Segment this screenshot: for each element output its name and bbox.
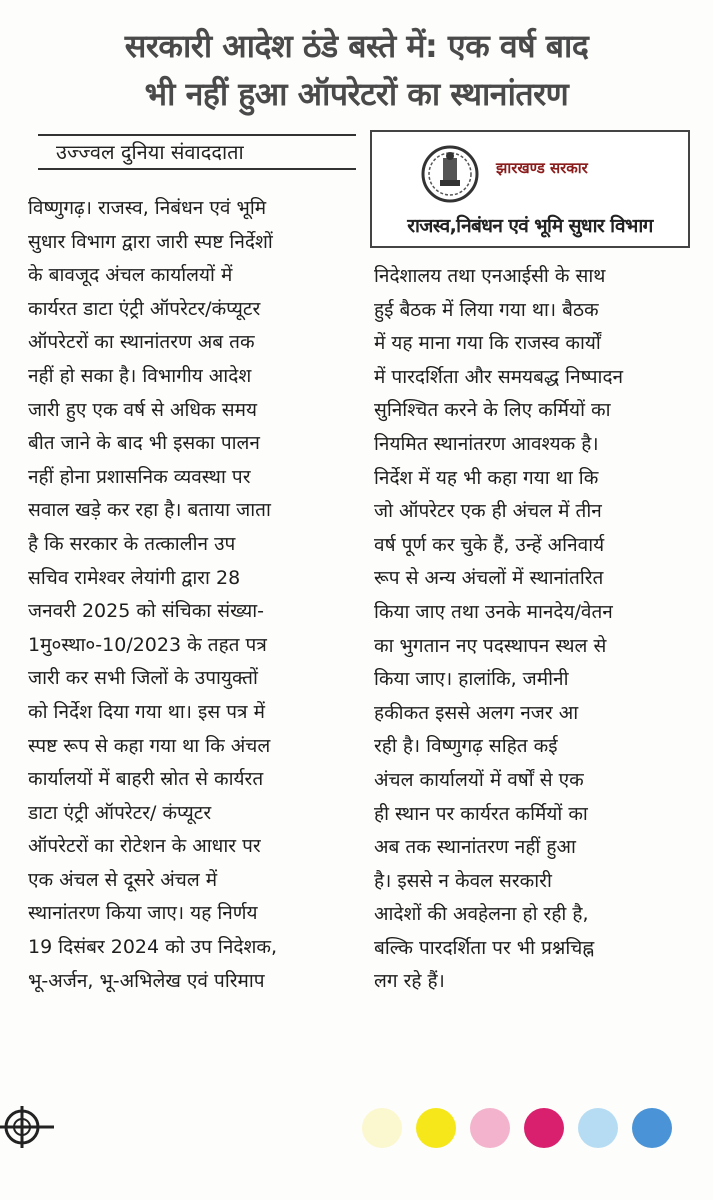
registration-mark-icon xyxy=(0,1100,54,1154)
headline xyxy=(10,22,703,118)
article-line: निदेशालय तथा एनआईसी के साथ xyxy=(374,265,606,287)
article-line: अंचल कार्यालयों में वर्षों से एक xyxy=(374,768,584,791)
article-line: किया जाए तथा उनके मानदेय/वेतन xyxy=(374,600,613,623)
article-line: हुई बैठक में लिया गया था। बैठक xyxy=(374,298,599,321)
article-line: रही है। विष्णुगढ़ सहित कई xyxy=(374,735,558,758)
article-line: भू-अर्जन, भू-अभिलेख एवं परिमाप xyxy=(28,969,265,992)
article-line: है। इससे न केवल सरकारी xyxy=(374,869,552,892)
article-right-column xyxy=(374,260,692,999)
color-swatch xyxy=(578,1108,618,1148)
article-line: लग रहे हैं। xyxy=(374,970,445,993)
article-line: निर्देश में यह भी कहा गया था कि xyxy=(374,466,599,489)
article-line: वर्ष पूर्ण कर चुके हैं, उन्हें अनिवार्य xyxy=(374,533,605,556)
article-line: स्थानांतरण किया जाए। यह निर्णय xyxy=(28,902,258,925)
article-line: स्पष्ट रूप से कहा गया था कि अंचल xyxy=(28,734,271,757)
article-line: हकीकत इससे अलग नजर आ xyxy=(374,701,579,724)
article-line: सवाल खड़े कर रहा है। बताया जाता xyxy=(28,499,271,522)
department-logo-box xyxy=(370,130,690,248)
article-line: अब तक स्थानांतरण नहीं हुआ xyxy=(374,836,576,859)
article-line: नहीं होना प्रशासनिक व्यवस्था पर xyxy=(28,465,251,488)
article-line: जनवरी 2025 को संचिका संख्या- xyxy=(28,600,265,623)
article-line: कार्यरत डाटा एंट्री ऑपरेटर/कंप्यूटर xyxy=(28,297,261,320)
color-swatch xyxy=(470,1108,510,1148)
article-line: है कि सरकार के तत्कालीन उप xyxy=(28,532,236,555)
article-line: सचिव रामेश्वर लेयांगी द्वारा 28 xyxy=(28,566,241,589)
article-left-column xyxy=(28,192,348,998)
article-line: का भुगतान नए पदस्थापन स्थल से xyxy=(374,634,607,657)
article-line: नहीं हो सका है। विभागीय आदेश xyxy=(28,364,252,387)
article-line: जो ऑपरेटर एक ही अंचल में तीन xyxy=(374,500,602,523)
article-line: ऑपरेटरों का रोटेशन के आधार पर xyxy=(28,835,261,858)
color-swatch xyxy=(362,1108,402,1148)
article-line: बल्कि पारदर्शिता पर भी प्रश्नचिह्न xyxy=(374,936,595,959)
color-swatch xyxy=(416,1108,456,1148)
article-line: डाटा एंट्री ऑपरेटर/ कंप्यूटर xyxy=(28,801,212,824)
article-line: जारी कर सभी जिलों के उपायुक्तों xyxy=(28,667,258,690)
byline: उज्ज्वल दुनिया संवाददाता xyxy=(38,134,356,170)
article-line: के बावजूद अंचल कार्यालयों में xyxy=(28,264,233,287)
jharkhand-emblem-icon xyxy=(420,144,480,206)
headline-line-2: भी नहीं हुआ ऑपरेटरों का स्थानांतरण xyxy=(144,75,569,113)
headline-line-1: सरकारी आदेश ठंडे बस्ते में: एक वर्ष बाद xyxy=(124,27,589,65)
article-line: 19 दिसंबर 2024 को उप निदेशक, xyxy=(28,936,278,959)
article-line: को निर्देश दिया गया था। इस पत्र में xyxy=(28,700,265,723)
article-line: आदेशों की अवहेलना हो रही है, xyxy=(374,903,589,926)
article-line: ही स्थान पर कार्यरत कर्मियों का xyxy=(374,802,588,825)
article-line: 1मु०स्था०-10/2023 के तहत पत्र xyxy=(28,633,267,656)
article-line: में पारदर्शिता और समयबद्ध निष्पादन xyxy=(374,365,624,388)
color-swatch xyxy=(524,1108,564,1148)
article-line: कार्यालयों में बाहरी स्रोत से कार्यरत xyxy=(28,768,264,791)
article-line: जारी हुए एक वर्ष से अधिक समय xyxy=(28,398,257,421)
article-line: एक अंचल से दूसरे अंचल में xyxy=(28,868,218,891)
article-line: सुनिश्चित करने के लिए कर्मियों का xyxy=(374,399,611,422)
article-line: ऑपरेटरों का स्थानांतरण अब तक xyxy=(28,331,255,354)
logo-government-text: झारखण्ड सरकार xyxy=(496,159,588,177)
article-line: सुधार विभाग द्वारा जारी स्पष्ट निर्देशों xyxy=(28,230,273,253)
print-color-bar xyxy=(358,1108,698,1150)
article-line: किया जाए। हालांकि, जमीनी xyxy=(374,668,569,691)
article-line: में यह माना गया कि राजस्व कार्यों xyxy=(374,332,601,355)
article-line: रूप से अन्य अंचलों में स्थानांतरित xyxy=(374,567,604,590)
article-line: बीत जाने के बाद भी इसका पालन xyxy=(28,432,260,455)
article-line: विष्णुगढ़। राजस्व, निबंधन एवं भूमि xyxy=(28,197,267,219)
article-line: नियमित स्थानांतरण आवश्यक है। xyxy=(374,432,599,455)
logo-department-text: राजस्व,निबंधन एवं भूमि सुधार विभाग xyxy=(407,215,653,237)
color-swatch xyxy=(632,1108,672,1148)
